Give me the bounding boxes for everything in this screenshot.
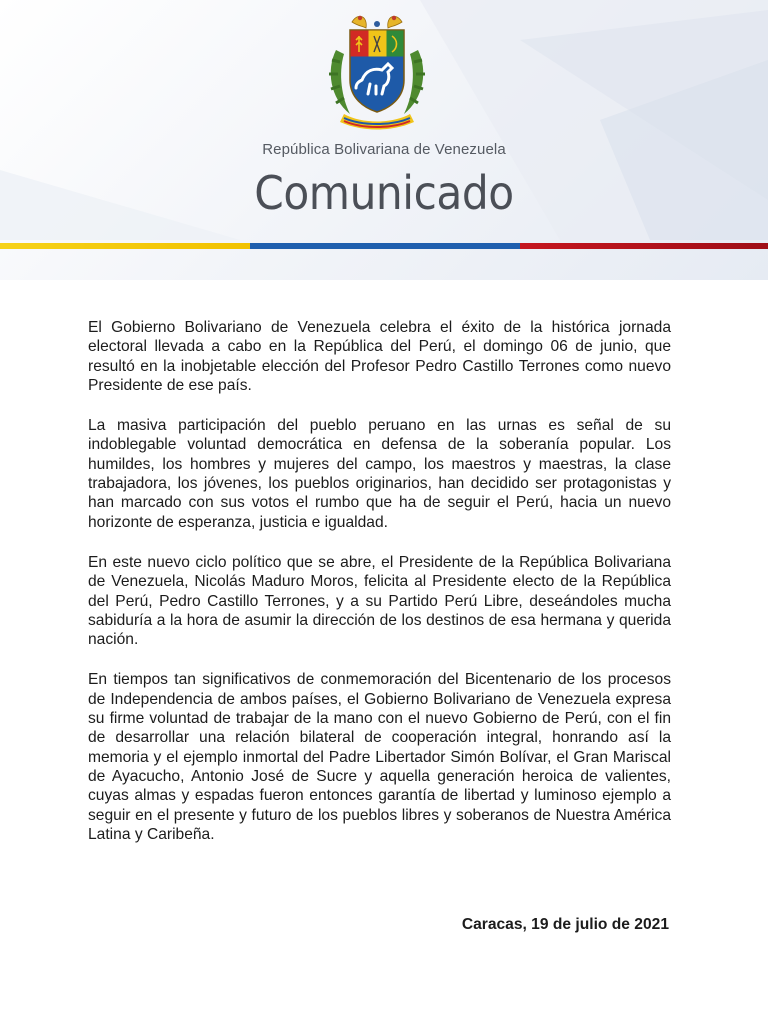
paragraph: En este nuevo ciclo político que se abre, el Presidente de la República Bolivariana de Venezuela, Nicolás Maduro Moros, felicita al Presidente electo de la República del Perú, Pedro Castillo Terrones, y a su Partido Perú Libre, deseándoles mucha sabiduría a la hora de asumir la dirección de los destinos de esa hermana y querida nación.	[88, 553, 671, 649]
paragraph: El Gobierno Bolivariano de Venezuela celebra el éxito de la histórica jornada electoral llevada a cabo en la República del Perú, el domingo 06 de junio, que resultó en la inobjetable elección del Profesor Pedro Castillo Terrones como nuevo Presidente de ese país.	[88, 319, 671, 394]
paragraph: La masiva participación del pueblo peruano en las urnas es señal de su indoblegable voluntad democrática en defensa de la soberanía popular. Los humildes, los hombres y mujeres del campo, los maestros y maestras, la clase trabajadora, los jóvenes, los pueblos originarios, han decidido ser protagonistas y han marcado con sus votos el rumbo que ha de seguir el Perú, hacia un nuevo horizonte de esperanza, justicia e igualdad.	[88, 417, 671, 531]
paragraph: En tiempos tan significativos de conmemoración del Bicentenario de los procesos de Independencia de ambos países, el Gobierno Bolivariano de Venezuela expresa su firme voluntad de trabajar de la mano con el nuevo Gobierno de Perú, con el fin de desarrollar una relación bilateral de cooperación integral, honrando así la memoria y el ejemplo inmortal del Padre Libertador Simón Bolívar, el Gran Mariscal de Ayacucho, Antonio José de Sucre y aquella generación heroica de valientes, cuyas almas y espadas fueron entonces garantía de libertad y luminoso ejemplo a seguir en el presente y futuro de los pueblos libres y soberanos de Nuestra América Latina y Caribeña.	[88, 671, 671, 843]
place-and-date: Caracas, 19 de julio de 2021	[461, 916, 669, 933]
flag-stripe-yellow	[0, 243, 250, 249]
republic-name: República Bolivariana de Venezuela	[262, 141, 506, 158]
flag-stripe	[0, 243, 768, 251]
flag-stripe-red	[520, 243, 768, 249]
flag-stripe-blue	[250, 243, 520, 249]
coat-of-arms-icon	[322, 10, 432, 135]
page-title: Comunicado	[254, 166, 514, 220]
communique-body	[88, 318, 671, 865]
letterhead	[0, 0, 768, 280]
